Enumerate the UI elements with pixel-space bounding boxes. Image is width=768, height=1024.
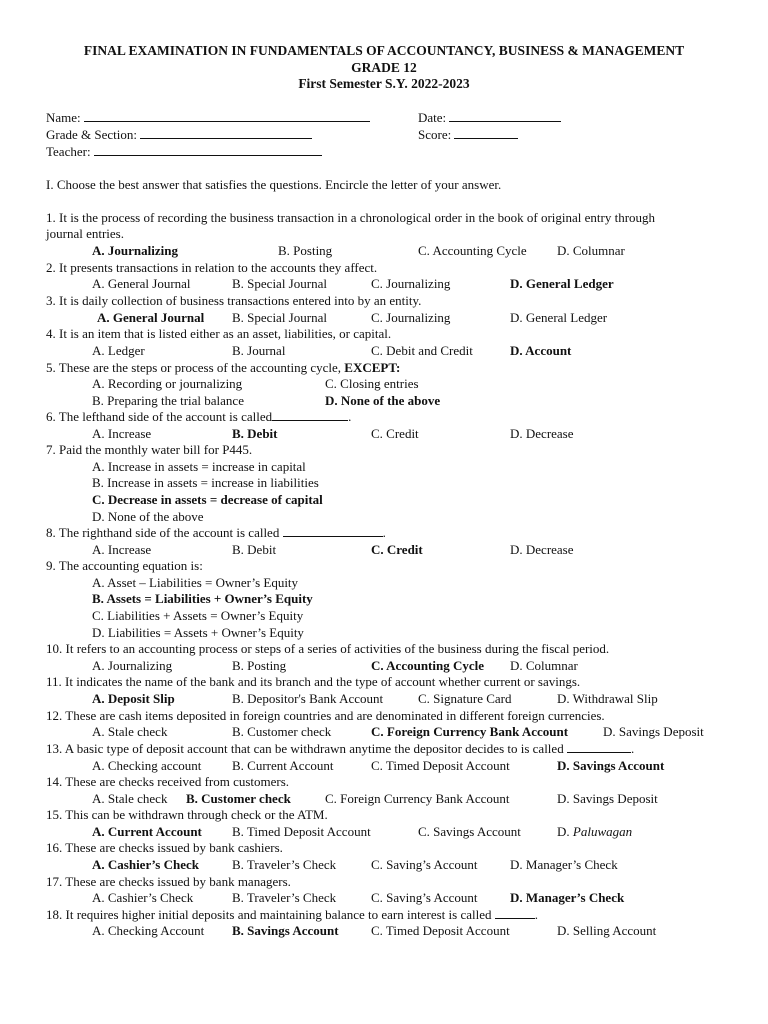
choice[interactable]: A. Deposit Slip — [92, 691, 175, 706]
score-blank[interactable] — [454, 127, 518, 139]
question-12: 12. These are cash items deposited in foreign countries and are denominated in different foreign currencies. — [46, 708, 605, 723]
choice[interactable]: D. Savings Deposit — [603, 724, 704, 739]
choice[interactable]: D. Liabilities = Assets + Owner’s Equity — [92, 625, 304, 640]
grade-section-field: Grade & Section: — [46, 127, 312, 143]
choice[interactable]: C. Saving’s Account — [371, 857, 478, 872]
question-6: 6. The lefthand side of the account is called . — [46, 409, 352, 424]
choice[interactable]: C. Credit — [371, 542, 423, 557]
name-blank[interactable] — [84, 110, 370, 122]
question-1-line-1: 1. It is the process of recording the business transaction in a chronological order in the book of original entry through — [46, 210, 656, 225]
choice[interactable]: D. Withdrawal Slip — [557, 691, 658, 706]
choice[interactable]: D. Columnar — [510, 658, 578, 673]
answer-blank — [495, 907, 535, 919]
choice[interactable]: D. Decrease — [510, 426, 574, 441]
choice[interactable]: C. Savings Account — [418, 824, 521, 839]
choice[interactable]: A. Stale check — [92, 791, 168, 806]
choice[interactable]: B. Special Journal — [232, 276, 327, 291]
score-field: Score: — [418, 127, 518, 143]
choice[interactable]: A. Current Account — [92, 824, 202, 839]
question-3: 3. It is daily collection of business transactions entered into by an entity. — [46, 293, 422, 308]
choice[interactable]: B. Traveler’s Check — [232, 890, 337, 905]
choice[interactable]: B. Debit — [232, 542, 277, 557]
choice[interactable]: A. Increase — [92, 542, 152, 557]
choice[interactable]: C. Journalizing — [371, 310, 451, 325]
question-17: 17. These are checks issued by bank managers. — [46, 874, 291, 889]
choice[interactable]: B. Special Journal — [232, 310, 327, 325]
question-18: 18. It requires higher initial deposits and maintaining balance to earn interest is called . — [46, 907, 538, 922]
choice[interactable]: B. Customer check — [232, 724, 332, 739]
semester: First Semester S.Y. 2022-2023 — [298, 76, 470, 91]
choice[interactable]: C. Journalizing — [371, 276, 451, 291]
question-11: 11. It indicates the name of the bank and its branch and the type of account whether current or savings. — [46, 674, 581, 689]
question-1-line-2: journal entries. — [46, 226, 124, 241]
choice[interactable]: C. Saving’s Account — [371, 890, 478, 905]
question-15: 15. This can be withdrawn through check or the ATM. — [46, 807, 328, 822]
choice[interactable]: D. Account — [510, 343, 572, 358]
choice[interactable]: C. Foreign Currency Bank Account — [371, 724, 569, 739]
choice[interactable]: C. Liabilities + Assets = Owner’s Equity — [92, 608, 304, 623]
choice[interactable]: A. Stale check — [92, 724, 168, 739]
choice[interactable]: A. Cashier’s Check — [92, 890, 194, 905]
choice[interactable]: B. Timed Deposit Account — [232, 824, 371, 839]
choice[interactable]: B. Current Account — [232, 758, 334, 773]
choice[interactable]: D. Paluwagan — [557, 824, 633, 839]
question-7: 7. Paid the monthly water bill for P445. — [46, 442, 253, 457]
exam-title: FINAL EXAMINATION IN FUNDAMENTALS OF ACCOUNTANCY, BUSINESS & MANAGEMENT — [83, 43, 685, 58]
choice[interactable]: A. Journalizing — [92, 243, 178, 258]
choice[interactable]: A. Journalizing — [92, 658, 173, 673]
choice[interactable]: C. Accounting Cycle — [418, 243, 527, 258]
choice[interactable]: A. Increase — [92, 426, 152, 441]
question-10: 10. It refers to an accounting process or steps of a series of activities of the business during the fiscal period. — [46, 641, 610, 656]
choice[interactable]: B. Traveler’s Check — [232, 857, 337, 872]
choice[interactable]: A. General Journal — [97, 310, 205, 325]
choice[interactable]: D. Manager’s Check — [510, 857, 618, 872]
teacher-blank[interactable] — [94, 144, 322, 156]
choice[interactable]: B. Journal — [232, 343, 286, 358]
answer-blank — [283, 525, 383, 537]
question-16: 16. These are checks issued by bank cashiers. — [46, 840, 283, 855]
choice[interactable]: D. Manager’s Check — [510, 890, 625, 905]
answer-blank — [567, 741, 631, 753]
choice[interactable]: B. Depositor's Bank Account — [232, 691, 384, 706]
choice[interactable]: D. None of the above — [92, 509, 204, 524]
answer-blank — [272, 409, 348, 421]
exam-header — [0, 43, 768, 93]
date-field: Date: — [418, 110, 561, 126]
choice[interactable]: D. General Ledger — [510, 310, 608, 325]
choice[interactable]: D. Decrease — [510, 542, 574, 557]
choice[interactable]: C. Foreign Currency Bank Account — [325, 791, 510, 806]
question-4: 4. It is an item that is listed either as an asset, liabilities, or capital. — [46, 326, 392, 341]
choice[interactable]: B. Posting — [278, 243, 333, 258]
question-9: 9. The accounting equation is: — [46, 558, 203, 573]
choice[interactable]: C. Accounting Cycle — [371, 658, 485, 673]
name-field: Name: — [46, 110, 370, 126]
choice[interactable]: C. Credit — [371, 426, 419, 441]
choice[interactable]: B. Increase in assets = increase in liabilities — [92, 475, 319, 490]
choice[interactable]: A. Ledger — [92, 343, 145, 358]
choice[interactable]: B. Preparing the trial balance — [92, 393, 244, 408]
choice[interactable]: C. Timed Deposit Account — [371, 923, 510, 938]
choice[interactable]: D. Selling Account — [557, 923, 657, 938]
question-13: 13. A basic type of deposit account that can be withdrawn anytime the depositor decides to is called . — [46, 741, 635, 756]
choice[interactable]: B. Debit — [232, 426, 278, 441]
choice[interactable]: A. Asset – Liabilities = Owner’s Equity — [92, 575, 299, 590]
question-5: 5. These are the steps or process of the accounting cycle, EXCEPT: — [46, 360, 401, 375]
choice[interactable]: B. Posting — [232, 658, 287, 673]
date-blank[interactable] — [449, 110, 561, 122]
choice[interactable]: A. Recording or journalizing — [92, 376, 243, 391]
choice[interactable]: A. Increase in assets = increase in capital — [92, 459, 306, 474]
instruction: I. Choose the best answer that satisfies the questions. Encircle the letter of your answer. — [46, 177, 502, 192]
choice[interactable]: A. General Journal — [92, 276, 191, 291]
grade-level: GRADE 12 — [351, 59, 417, 75]
question-2: 2. It presents transactions in relation to the accounts they affect. — [46, 260, 378, 275]
question-8: 8. The righthand side of the account is called . — [46, 525, 386, 540]
choice[interactable]: C. Decrease in assets = decrease of capital — [92, 492, 323, 507]
question-14: 14. These are checks received from customers. — [46, 774, 290, 789]
choice[interactable]: D. Savings Account — [557, 758, 665, 773]
choice[interactable]: C. Closing entries — [325, 376, 419, 391]
choice[interactable]: D. General Ledger — [510, 276, 614, 291]
grade-section-blank[interactable] — [140, 127, 312, 139]
choice[interactable]: D. Columnar — [557, 243, 625, 258]
teacher-field: Teacher: — [46, 144, 322, 160]
choice[interactable]: B. Savings Account — [232, 923, 339, 938]
choice[interactable]: D. Savings Deposit — [557, 791, 658, 806]
choice[interactable]: A. Checking Account — [92, 923, 205, 938]
choice[interactable]: B. Assets = Liabilities + Owner’s Equity — [92, 591, 313, 606]
choice[interactable]: C. Debit and Credit — [371, 343, 473, 358]
choice[interactable]: C. Timed Deposit Account — [371, 758, 510, 773]
choice[interactable]: C. Signature Card — [418, 691, 512, 706]
choice[interactable]: B. Customer check — [186, 791, 291, 806]
choice[interactable]: D. None of the above — [325, 393, 441, 408]
choice[interactable]: A. Checking account — [92, 758, 202, 773]
choice[interactable]: A. Cashier’s Check — [92, 857, 199, 872]
